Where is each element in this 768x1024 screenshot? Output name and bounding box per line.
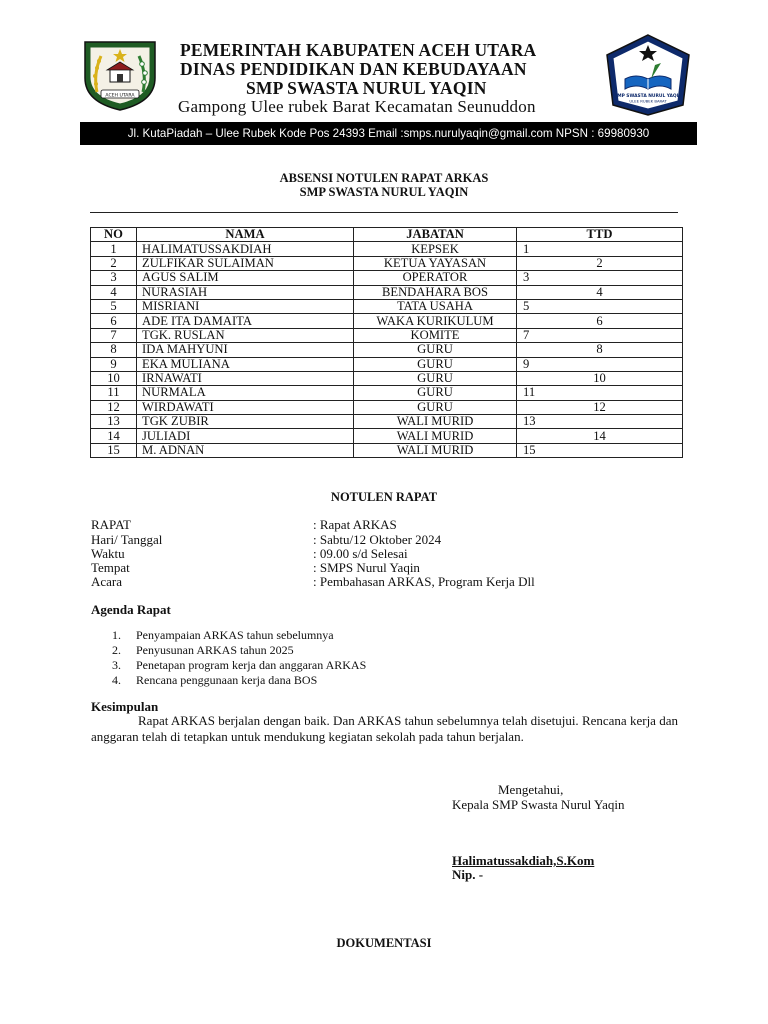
header-jabatan: JABATAN xyxy=(354,228,517,242)
field-value-acara: : Pembahasan ARKAS, Program Kerja Dll xyxy=(313,574,535,589)
right-logo-caption-2: ULEE RUBEK BARAT xyxy=(629,98,667,104)
cell-jabatan: GURU xyxy=(354,371,517,385)
cell-jabatan: GURU xyxy=(354,343,517,357)
signatory-name: Halimatussakdiah,S.Kom xyxy=(452,853,595,868)
signature-acknowledged: Mengetahui, xyxy=(498,782,564,797)
table-row xyxy=(91,285,683,299)
agenda-item xyxy=(112,673,366,688)
table-row xyxy=(91,371,683,385)
address-bar: Jl. KutaPiadah – Ulee Rubek Kode Pos 24393 Email :smps.nurulyaqin@gmail.com NPSN : 69980930 xyxy=(80,122,697,145)
field-label-waktu: Waktu xyxy=(91,546,125,561)
cell-ttd: 11 xyxy=(517,386,683,400)
agenda-item-number: 2. xyxy=(112,643,121,657)
agenda-item-text: Penetapan program kerja dan anggaran ARKAS xyxy=(136,658,367,672)
cell-nama: ADE ITA DAMAITA xyxy=(137,314,354,328)
cell-ttd: 7 xyxy=(517,328,683,342)
field-label-tempat: Tempat xyxy=(91,560,130,575)
table-row xyxy=(91,271,683,285)
field-label-tanggal: Hari/ Tanggal xyxy=(91,532,163,547)
aceh-utara-regency-emblem-icon xyxy=(79,36,161,112)
cell-nama: IRNAWATI xyxy=(137,371,354,385)
cell-jabatan: BENDAHARA BOS xyxy=(354,285,517,299)
field-label-acara: Acara xyxy=(91,574,123,589)
table-row xyxy=(91,256,683,270)
table-row xyxy=(91,357,683,371)
field-value-waktu: : 09.00 s/d Selesai xyxy=(313,546,408,561)
cell-jabatan: WAKA KURIKULUM xyxy=(354,314,517,328)
document-subtitle: SMP SWASTA NURUL YAQIN xyxy=(299,185,469,199)
cell-ttd: 6 xyxy=(517,314,683,328)
conclusion-paragraph: Rapat ARKAS berjalan dengan baik. Dan ARKAS tahun sebelumnya telah disetujui. Rencana kerja dan anggaran telah di tetapkan untuk mendukung kegiatan sekolah pada tahun berjalan. xyxy=(91,713,678,744)
cell-nama: NURASIAH xyxy=(137,285,354,299)
cell-nama: TGK. RUSLAN xyxy=(137,328,354,342)
field-value-tanggal: : Sabtu/12 Oktober 2024 xyxy=(313,532,442,547)
cell-jabatan: WALI MURID xyxy=(354,443,517,457)
agenda-item-text: Rencana penggunaan kerja dana BOS xyxy=(136,673,318,687)
cell-ttd: 9 xyxy=(517,357,683,371)
table-header-row xyxy=(91,228,683,242)
cell-no: 13 xyxy=(91,415,137,429)
cell-no: 14 xyxy=(91,429,137,443)
agenda-item-number: 1. xyxy=(112,628,121,642)
header-nama: NAMA xyxy=(137,228,354,242)
cell-jabatan: GURU xyxy=(354,400,517,414)
agenda-item-number: 4. xyxy=(112,673,121,687)
table-row xyxy=(91,400,683,414)
cell-no: 15 xyxy=(91,443,137,457)
cell-jabatan: KETUA YAYASAN xyxy=(354,256,517,270)
cell-ttd: 3 xyxy=(517,271,683,285)
cell-ttd: 14 xyxy=(517,429,683,443)
table-row xyxy=(91,328,683,342)
cell-no: 3 xyxy=(91,271,137,285)
cell-ttd: 15 xyxy=(517,443,683,457)
documentation-heading: DOKUMENTASI xyxy=(336,936,432,950)
table-row xyxy=(91,429,683,443)
cell-no: 5 xyxy=(91,299,137,313)
school-emblem-icon xyxy=(603,33,693,117)
agenda-item-text: Penyusunan ARKAS tahun 2025 xyxy=(136,643,294,657)
agenda-item-text: Penyampaian ARKAS tahun sebelumnya xyxy=(136,628,334,642)
signatory-nip: Nip. - xyxy=(452,867,484,882)
cell-ttd: 10 xyxy=(517,371,683,385)
cell-nama: ZULFIKAR SULAIMAN xyxy=(137,256,354,270)
cell-ttd: 13 xyxy=(517,415,683,429)
government-title: PEMERINTAH KABUPATEN ACEH UTARA xyxy=(180,40,537,60)
cell-no: 8 xyxy=(91,343,137,357)
left-logo-caption: ACEH UTARA xyxy=(105,93,135,99)
cell-no: 2 xyxy=(91,256,137,270)
cell-nama: AGUS SALIM xyxy=(137,271,354,285)
right-logo-caption-1: SMP SWASTA NURUL YAQIN xyxy=(614,94,682,99)
agenda-item xyxy=(112,643,366,658)
field-value-rapat: : Rapat ARKAS xyxy=(313,517,397,532)
agenda-list xyxy=(112,628,366,688)
document-title: ABSENSI NOTULEN RAPAT ARKAS xyxy=(279,171,489,185)
cell-ttd: 4 xyxy=(517,285,683,299)
table-row xyxy=(91,443,683,457)
cell-jabatan: GURU xyxy=(354,386,517,400)
cell-ttd: 12 xyxy=(517,400,683,414)
table-row xyxy=(91,242,683,256)
cell-no: 7 xyxy=(91,328,137,342)
table-row xyxy=(91,386,683,400)
cell-nama: NURMALA xyxy=(137,386,354,400)
cell-no: 4 xyxy=(91,285,137,299)
cell-jabatan: OPERATOR xyxy=(354,271,517,285)
school-name-title: SMP SWASTA NURUL YAQIN xyxy=(246,78,487,98)
cell-no: 1 xyxy=(91,242,137,256)
agenda-item xyxy=(112,628,366,643)
signature-position: Kepala SMP Swasta Nurul Yaqin xyxy=(452,797,625,812)
notulen-title: NOTULEN RAPAT xyxy=(330,490,438,504)
table-row xyxy=(91,415,683,429)
conclusion-heading: Kesimpulan xyxy=(91,699,159,714)
cell-no: 10 xyxy=(91,371,137,385)
agenda-heading: Agenda Rapat xyxy=(91,602,171,617)
school-location: Gampong Ulee rubek Barat Kecamatan Seunuddon xyxy=(178,97,536,116)
agenda-item xyxy=(112,658,366,673)
cell-jabatan: KOMITE xyxy=(354,328,517,342)
cell-ttd: 8 xyxy=(517,343,683,357)
agenda-item-number: 3. xyxy=(112,658,121,672)
header-no: NO xyxy=(91,228,137,242)
cell-nama: TGK ZUBIR xyxy=(137,415,354,429)
cell-nama: HALIMATUSSAKDIAH xyxy=(137,242,354,256)
cell-nama: M. ADNAN xyxy=(137,443,354,457)
table-row xyxy=(91,299,683,313)
cell-nama: MISRIANI xyxy=(137,299,354,313)
cell-jabatan: WALI MURID xyxy=(354,429,517,443)
cell-jabatan: KEPSEK xyxy=(354,242,517,256)
cell-nama: JULIADI xyxy=(137,429,354,443)
title-divider xyxy=(90,212,678,213)
cell-no: 9 xyxy=(91,357,137,371)
cell-ttd: 5 xyxy=(517,299,683,313)
cell-no: 12 xyxy=(91,400,137,414)
table-row xyxy=(91,343,683,357)
department-title: DINAS PENDIDIKAN DAN KEBUDAYAAN xyxy=(180,59,527,79)
field-value-tempat: : SMPS Nurul Yaqin xyxy=(313,560,420,575)
cell-nama: IDA MAHYUNI xyxy=(137,343,354,357)
cell-no: 6 xyxy=(91,314,137,328)
cell-ttd: 2 xyxy=(517,256,683,270)
cell-no: 11 xyxy=(91,386,137,400)
header-ttd: TTD xyxy=(517,228,683,242)
cell-nama: EKA MULIANA xyxy=(137,357,354,371)
cell-ttd: 1 xyxy=(517,242,683,256)
cell-jabatan: TATA USAHA xyxy=(354,299,517,313)
field-label-rapat: RAPAT xyxy=(91,517,131,532)
cell-nama: WIRDAWATI xyxy=(137,400,354,414)
attendance-table xyxy=(90,227,683,458)
table-row xyxy=(91,314,683,328)
cell-jabatan: WALI MURID xyxy=(354,415,517,429)
cell-jabatan: GURU xyxy=(354,357,517,371)
